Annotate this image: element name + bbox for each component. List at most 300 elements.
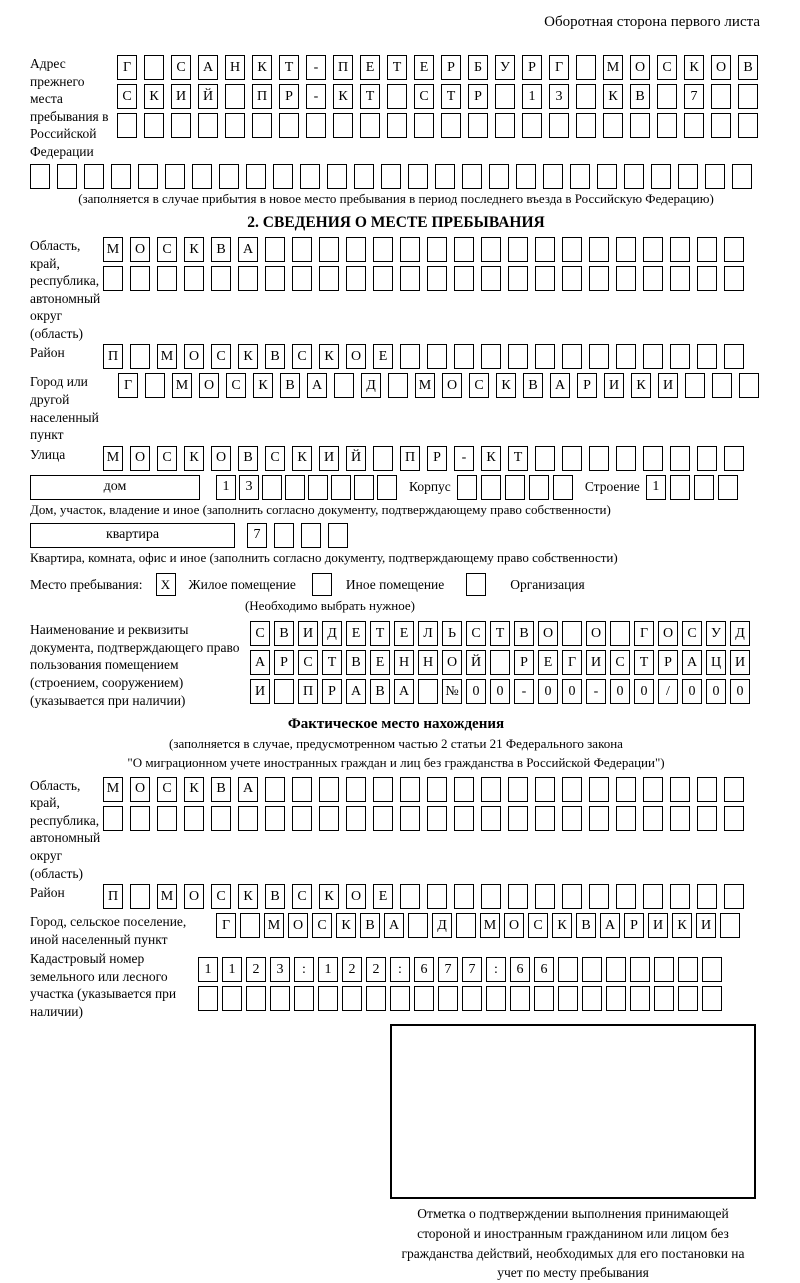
char-box[interactable] — [211, 806, 231, 831]
char-box[interactable]: К — [144, 84, 164, 109]
char-box[interactable]: Т — [490, 621, 510, 646]
document-row-2[interactable] — [250, 650, 750, 675]
char-box[interactable] — [705, 164, 725, 189]
char-box[interactable]: 1 — [222, 957, 242, 982]
char-box[interactable]: В — [211, 777, 231, 802]
char-box[interactable]: К — [253, 373, 273, 398]
char-box[interactable]: С — [292, 344, 312, 369]
char-box[interactable]: 1 — [646, 475, 666, 500]
char-box[interactable] — [535, 266, 555, 291]
char-box[interactable]: В — [738, 55, 758, 80]
prev-address-row-1[interactable] — [117, 55, 758, 80]
char-box[interactable]: В — [238, 446, 258, 471]
char-box[interactable] — [670, 266, 690, 291]
char-box[interactable] — [292, 777, 312, 802]
char-box[interactable] — [192, 164, 212, 189]
char-box[interactable] — [558, 986, 578, 1011]
char-box[interactable]: О — [442, 373, 462, 398]
char-box[interactable] — [373, 777, 393, 802]
char-box[interactable]: П — [400, 446, 420, 471]
char-box[interactable]: Т — [322, 650, 342, 675]
house-number-boxes[interactable] — [216, 475, 397, 500]
char-box[interactable] — [678, 986, 698, 1011]
char-box[interactable]: О — [442, 650, 462, 675]
char-box[interactable] — [657, 84, 677, 109]
char-box[interactable]: Т — [508, 446, 528, 471]
char-box[interactable] — [270, 986, 290, 1011]
char-box[interactable] — [724, 806, 744, 831]
char-box[interactable]: П — [252, 84, 272, 109]
char-box[interactable]: К — [184, 237, 204, 262]
char-box[interactable]: А — [394, 679, 414, 704]
char-box[interactable] — [400, 344, 420, 369]
char-box[interactable] — [535, 237, 555, 262]
char-box[interactable]: С — [157, 777, 177, 802]
char-box[interactable] — [265, 266, 285, 291]
char-box[interactable] — [454, 806, 474, 831]
char-box[interactable]: 3 — [270, 957, 290, 982]
char-box[interactable]: И — [658, 373, 678, 398]
char-box[interactable]: К — [672, 913, 692, 938]
char-box[interactable] — [427, 344, 447, 369]
char-box[interactable] — [495, 113, 515, 138]
char-box[interactable]: И — [730, 650, 750, 675]
char-box[interactable]: : — [390, 957, 410, 982]
char-box[interactable] — [558, 957, 578, 982]
char-box[interactable] — [292, 266, 312, 291]
char-box[interactable] — [589, 266, 609, 291]
char-box[interactable]: И — [319, 446, 339, 471]
actual-city-row[interactable] — [216, 913, 740, 938]
char-box[interactable] — [481, 266, 501, 291]
char-box[interactable] — [454, 266, 474, 291]
char-box[interactable]: М — [157, 884, 177, 909]
char-box[interactable] — [408, 164, 428, 189]
char-box[interactable]: Т — [387, 55, 407, 80]
char-box[interactable]: И — [298, 621, 318, 646]
char-box[interactable]: Й — [198, 84, 218, 109]
char-box[interactable]: 2 — [246, 957, 266, 982]
char-box[interactable]: 6 — [414, 957, 434, 982]
char-box[interactable]: У — [706, 621, 726, 646]
char-box[interactable] — [130, 266, 150, 291]
char-box[interactable]: И — [586, 650, 606, 675]
char-box[interactable] — [279, 113, 299, 138]
char-box[interactable]: Т — [279, 55, 299, 80]
checkbox-organization[interactable] — [466, 573, 486, 596]
char-box[interactable] — [576, 113, 596, 138]
char-box[interactable] — [273, 164, 293, 189]
char-box[interactable]: А — [238, 237, 258, 262]
char-box[interactable] — [589, 446, 609, 471]
char-box[interactable] — [712, 373, 732, 398]
char-box[interactable]: А — [550, 373, 570, 398]
char-box[interactable]: М — [172, 373, 192, 398]
char-box[interactable] — [306, 113, 326, 138]
char-box[interactable]: Т — [370, 621, 390, 646]
char-box[interactable] — [373, 446, 393, 471]
char-box[interactable] — [318, 986, 338, 1011]
char-box[interactable]: В — [274, 621, 294, 646]
char-box[interactable]: К — [319, 884, 339, 909]
char-box[interactable] — [508, 806, 528, 831]
char-box[interactable]: Т — [360, 84, 380, 109]
char-box[interactable]: 0 — [538, 679, 558, 704]
char-box[interactable]: Г — [549, 55, 569, 80]
char-box[interactable] — [490, 650, 510, 675]
char-box[interactable] — [103, 806, 123, 831]
char-box[interactable]: И — [250, 679, 270, 704]
char-box[interactable]: К — [552, 913, 572, 938]
char-box[interactable]: С — [657, 55, 677, 80]
char-box[interactable] — [346, 777, 366, 802]
char-box[interactable] — [300, 164, 320, 189]
char-box[interactable]: О — [658, 621, 678, 646]
char-box[interactable]: С — [414, 84, 434, 109]
char-box[interactable] — [508, 884, 528, 909]
char-box[interactable] — [535, 884, 555, 909]
char-box[interactable] — [610, 621, 630, 646]
char-box[interactable] — [435, 164, 455, 189]
char-box[interactable] — [529, 475, 549, 500]
char-box[interactable]: С — [211, 344, 231, 369]
char-box[interactable] — [582, 957, 602, 982]
char-box[interactable] — [630, 986, 650, 1011]
char-box[interactable]: О — [586, 621, 606, 646]
char-box[interactable]: С — [682, 621, 702, 646]
char-box[interactable] — [543, 164, 563, 189]
char-box[interactable]: : — [294, 957, 314, 982]
char-box[interactable]: Р — [279, 84, 299, 109]
char-box[interactable]: - — [306, 55, 326, 80]
char-box[interactable]: Ц — [706, 650, 726, 675]
char-box[interactable]: 1 — [198, 957, 218, 982]
char-box[interactable]: О — [184, 344, 204, 369]
char-box[interactable] — [697, 884, 717, 909]
char-box[interactable] — [697, 344, 717, 369]
char-box[interactable]: О — [346, 884, 366, 909]
char-box[interactable] — [739, 373, 759, 398]
char-box[interactable]: Й — [346, 446, 366, 471]
char-box[interactable]: П — [298, 679, 318, 704]
char-box[interactable]: В — [211, 237, 231, 262]
char-box[interactable] — [454, 344, 474, 369]
char-box[interactable] — [144, 55, 164, 80]
char-box[interactable]: С — [312, 913, 332, 938]
actual-district-row[interactable] — [103, 884, 744, 909]
char-box[interactable]: 0 — [490, 679, 510, 704]
cadastre-row-2[interactable] — [198, 986, 722, 1011]
char-box[interactable]: И — [171, 84, 191, 109]
char-box[interactable] — [562, 446, 582, 471]
char-box[interactable]: С — [298, 650, 318, 675]
char-box[interactable] — [508, 344, 528, 369]
char-box[interactable] — [327, 164, 347, 189]
char-box[interactable] — [505, 475, 525, 500]
char-box[interactable] — [603, 113, 623, 138]
char-box[interactable] — [606, 986, 626, 1011]
char-box[interactable] — [328, 523, 348, 548]
char-box[interactable]: М — [264, 913, 284, 938]
char-box[interactable]: Р — [427, 446, 447, 471]
char-box[interactable]: Е — [373, 344, 393, 369]
char-box[interactable]: К — [252, 55, 272, 80]
char-box[interactable]: С — [117, 84, 137, 109]
char-box[interactable]: Г — [117, 55, 137, 80]
char-box[interactable]: В — [265, 344, 285, 369]
char-box[interactable] — [400, 266, 420, 291]
char-box[interactable] — [720, 913, 740, 938]
char-box[interactable] — [481, 237, 501, 262]
char-box[interactable] — [454, 237, 474, 262]
char-box[interactable]: Т — [441, 84, 461, 109]
char-box[interactable]: К — [184, 777, 204, 802]
char-box[interactable] — [334, 373, 354, 398]
char-box[interactable] — [702, 986, 722, 1011]
char-box[interactable] — [319, 237, 339, 262]
char-box[interactable] — [117, 113, 137, 138]
char-box[interactable] — [562, 344, 582, 369]
region-row-2[interactable] — [103, 266, 744, 291]
char-box[interactable]: О — [130, 446, 150, 471]
document-row-1[interactable] — [250, 621, 750, 646]
char-box[interactable] — [165, 164, 185, 189]
char-box[interactable] — [308, 475, 328, 500]
char-box[interactable] — [427, 806, 447, 831]
char-box[interactable]: В — [523, 373, 543, 398]
char-box[interactable] — [130, 806, 150, 831]
char-box[interactable] — [481, 475, 501, 500]
char-box[interactable] — [670, 806, 690, 831]
char-box[interactable] — [292, 806, 312, 831]
char-box[interactable]: В — [370, 679, 390, 704]
char-box[interactable] — [562, 237, 582, 262]
char-box[interactable]: О — [711, 55, 731, 80]
char-box[interactable] — [252, 113, 272, 138]
char-box[interactable]: 3 — [239, 475, 259, 500]
char-box[interactable] — [562, 884, 582, 909]
char-box[interactable]: М — [603, 55, 623, 80]
char-box[interactable] — [481, 884, 501, 909]
char-box[interactable] — [274, 679, 294, 704]
checkbox-residential[interactable]: X — [156, 573, 176, 596]
char-box[interactable] — [240, 913, 260, 938]
char-box[interactable]: О — [346, 344, 366, 369]
char-box[interactable] — [724, 884, 744, 909]
char-box[interactable]: 1 — [522, 84, 542, 109]
korpus-boxes[interactable] — [457, 475, 573, 500]
char-box[interactable] — [130, 344, 150, 369]
char-box[interactable]: А — [198, 55, 218, 80]
char-box[interactable]: - — [454, 446, 474, 471]
char-box[interactable] — [246, 164, 266, 189]
prev-address-row-3[interactable] — [117, 113, 758, 138]
char-box[interactable] — [198, 113, 218, 138]
char-box[interactable] — [616, 266, 636, 291]
char-box[interactable]: С — [171, 55, 191, 80]
char-box[interactable] — [219, 164, 239, 189]
char-box[interactable]: В — [630, 84, 650, 109]
char-box[interactable] — [589, 344, 609, 369]
char-box[interactable] — [427, 777, 447, 802]
char-box[interactable] — [718, 475, 738, 500]
char-box[interactable] — [481, 777, 501, 802]
char-box[interactable]: Б — [468, 55, 488, 80]
char-box[interactable] — [711, 113, 731, 138]
char-box[interactable] — [657, 113, 677, 138]
char-box[interactable]: - — [514, 679, 534, 704]
char-box[interactable] — [535, 344, 555, 369]
char-box[interactable] — [589, 806, 609, 831]
char-box[interactable] — [319, 266, 339, 291]
document-row-3[interactable] — [250, 679, 750, 704]
char-box[interactable]: В — [280, 373, 300, 398]
char-box[interactable] — [516, 164, 536, 189]
char-box[interactable]: И — [604, 373, 624, 398]
char-box[interactable] — [670, 475, 690, 500]
char-box[interactable]: П — [103, 344, 123, 369]
char-box[interactable]: Г — [634, 621, 654, 646]
char-box[interactable] — [157, 266, 177, 291]
char-box[interactable] — [616, 884, 636, 909]
char-box[interactable] — [274, 523, 294, 548]
char-box[interactable] — [388, 373, 408, 398]
actual-region-row-1[interactable] — [103, 777, 744, 802]
char-box[interactable] — [462, 986, 482, 1011]
char-box[interactable] — [576, 84, 596, 109]
char-box[interactable]: Г — [216, 913, 236, 938]
char-box[interactable] — [724, 237, 744, 262]
char-box[interactable]: А — [238, 777, 258, 802]
char-box[interactable]: Е — [370, 650, 390, 675]
char-box[interactable] — [418, 679, 438, 704]
char-box[interactable]: К — [631, 373, 651, 398]
char-box[interactable] — [670, 884, 690, 909]
char-box[interactable] — [246, 986, 266, 1011]
char-box[interactable] — [387, 113, 407, 138]
char-box[interactable] — [481, 344, 501, 369]
char-box[interactable] — [400, 237, 420, 262]
char-box[interactable]: 0 — [610, 679, 630, 704]
char-box[interactable] — [685, 373, 705, 398]
char-box[interactable] — [414, 986, 434, 1011]
char-box[interactable] — [670, 446, 690, 471]
char-box[interactable] — [265, 806, 285, 831]
char-box[interactable]: Е — [373, 884, 393, 909]
char-box[interactable] — [366, 986, 386, 1011]
char-box[interactable] — [678, 957, 698, 982]
char-box[interactable]: С — [226, 373, 246, 398]
char-box[interactable] — [400, 884, 420, 909]
char-box[interactable]: Д — [432, 913, 452, 938]
char-box[interactable]: 6 — [534, 957, 554, 982]
char-box[interactable]: Т — [634, 650, 654, 675]
char-box[interactable]: О — [630, 55, 650, 80]
char-box[interactable]: О — [211, 446, 231, 471]
char-box[interactable]: / — [658, 679, 678, 704]
char-box[interactable]: К — [238, 344, 258, 369]
char-box[interactable]: 0 — [682, 679, 702, 704]
char-box[interactable] — [486, 986, 506, 1011]
char-box[interactable]: 0 — [706, 679, 726, 704]
char-box[interactable] — [576, 55, 596, 80]
char-box[interactable] — [562, 266, 582, 291]
char-box[interactable] — [702, 957, 722, 982]
char-box[interactable]: Г — [118, 373, 138, 398]
char-box[interactable]: - — [306, 84, 326, 109]
char-box[interactable]: Р — [624, 913, 644, 938]
char-box[interactable] — [381, 164, 401, 189]
char-box[interactable]: О — [130, 777, 150, 802]
char-box[interactable] — [643, 884, 663, 909]
char-box[interactable] — [184, 266, 204, 291]
char-box[interactable] — [534, 986, 554, 1011]
char-box[interactable]: Р — [658, 650, 678, 675]
char-box[interactable] — [616, 237, 636, 262]
char-box[interactable] — [670, 237, 690, 262]
char-box[interactable] — [456, 913, 476, 938]
char-box[interactable] — [427, 237, 447, 262]
char-box[interactable] — [510, 986, 530, 1011]
char-box[interactable] — [670, 344, 690, 369]
char-box[interactable]: С — [211, 884, 231, 909]
char-box[interactable] — [589, 237, 609, 262]
char-box[interactable] — [292, 237, 312, 262]
char-box[interactable]: В — [346, 650, 366, 675]
char-box[interactable] — [606, 957, 626, 982]
char-box[interactable]: А — [384, 913, 404, 938]
stroenie-boxes[interactable] — [646, 475, 738, 500]
char-box[interactable]: Д — [322, 621, 342, 646]
char-box[interactable] — [481, 806, 501, 831]
char-box[interactable] — [678, 164, 698, 189]
char-box[interactable]: Д — [730, 621, 750, 646]
char-box[interactable]: 6 — [510, 957, 530, 982]
char-box[interactable]: С — [610, 650, 630, 675]
char-box[interactable] — [697, 266, 717, 291]
char-box[interactable] — [616, 446, 636, 471]
char-box[interactable] — [616, 344, 636, 369]
checkbox-other-premises[interactable] — [312, 573, 332, 596]
char-box[interactable]: О — [538, 621, 558, 646]
char-box[interactable] — [265, 777, 285, 802]
char-box[interactable] — [697, 237, 717, 262]
char-box[interactable] — [724, 266, 744, 291]
char-box[interactable] — [630, 957, 650, 982]
char-box[interactable] — [468, 113, 488, 138]
char-box[interactable]: И — [648, 913, 668, 938]
char-box[interactable]: Л — [418, 621, 438, 646]
char-box[interactable]: Р — [577, 373, 597, 398]
char-box[interactable] — [111, 164, 131, 189]
char-box[interactable] — [198, 986, 218, 1011]
char-box[interactable]: М — [480, 913, 500, 938]
char-box[interactable]: С — [528, 913, 548, 938]
char-box[interactable]: Е — [394, 621, 414, 646]
char-box[interactable] — [562, 621, 582, 646]
char-box[interactable] — [616, 806, 636, 831]
char-box[interactable] — [265, 237, 285, 262]
char-box[interactable] — [535, 777, 555, 802]
char-box[interactable]: О — [504, 913, 524, 938]
char-box[interactable]: С — [265, 446, 285, 471]
char-box[interactable]: А — [307, 373, 327, 398]
char-box[interactable] — [549, 113, 569, 138]
char-box[interactable] — [144, 113, 164, 138]
char-box[interactable] — [157, 806, 177, 831]
char-box[interactable]: К — [496, 373, 516, 398]
char-box[interactable]: К — [336, 913, 356, 938]
